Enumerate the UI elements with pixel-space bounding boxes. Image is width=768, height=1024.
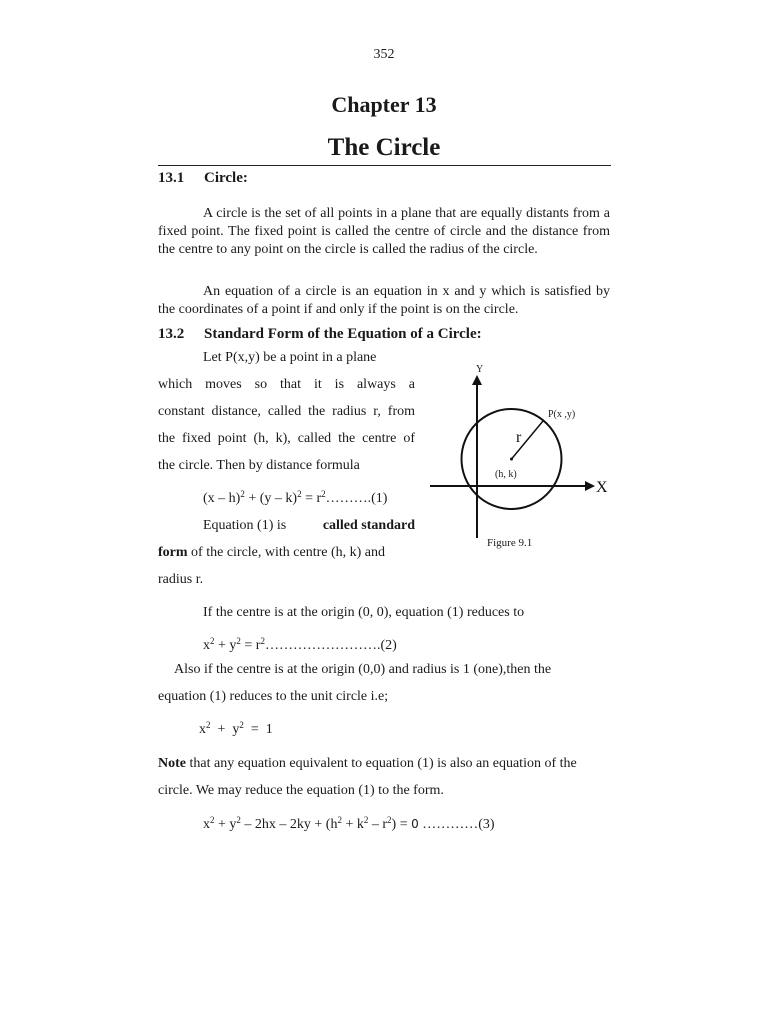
centre-label: (h, k) bbox=[495, 469, 517, 480]
bold-term: form bbox=[158, 545, 188, 560]
eq-term: = 1 bbox=[243, 722, 273, 737]
section-heading-13-2 bbox=[158, 326, 482, 343]
eq-dots: ……………………. bbox=[264, 638, 381, 653]
equation-3 bbox=[203, 817, 495, 833]
radius-label: r bbox=[516, 429, 522, 446]
eq-exponent: 2 bbox=[236, 815, 241, 825]
text-line: the fixed point (h, k), called the centre of bbox=[158, 431, 415, 446]
circle-figure bbox=[425, 360, 615, 555]
eq-exponent: 2 bbox=[297, 489, 302, 499]
eq-dots: ………. bbox=[325, 491, 372, 506]
eq-exponent: 2 bbox=[236, 636, 241, 646]
section-heading-13-1 bbox=[158, 170, 248, 187]
eq-tag: (2) bbox=[380, 638, 397, 653]
text-line: the circle. Then by distance formula bbox=[158, 458, 360, 473]
page-title: The Circle bbox=[327, 134, 441, 161]
x-axis-label: X bbox=[596, 479, 608, 496]
text-line: circle. We may reduce the equation (1) to the form. bbox=[158, 783, 444, 798]
eq-term: x bbox=[203, 638, 210, 653]
bold-term: called standard bbox=[322, 518, 415, 533]
text-span: of the circle, with centre (h, k) and bbox=[187, 545, 386, 560]
text-line: which moves so that it is always a bbox=[158, 377, 415, 392]
eq-term: + y bbox=[210, 722, 240, 737]
equation-unit-circle bbox=[199, 722, 273, 738]
eq-term: 0 bbox=[411, 817, 419, 831]
y-axis-label: Y bbox=[476, 364, 484, 375]
eq-term: – r bbox=[368, 817, 388, 832]
note-line-1 bbox=[158, 756, 577, 772]
eq-term: + (y – k) bbox=[244, 491, 298, 506]
text-line: If the centre is at the origin (0, 0), equation (1) reduces to bbox=[203, 605, 525, 620]
paragraph-text: An equation of a circle is an equation in x and y which is satisfied by the coordinates of a point if and only if the point is on the circle. bbox=[158, 284, 610, 317]
centre-point bbox=[510, 458, 513, 461]
title-rule bbox=[158, 165, 611, 166]
text-span: Equation (1) is bbox=[203, 518, 290, 533]
eq-term: – 2hx – 2ky + (h bbox=[240, 817, 338, 832]
text-line: Also if the centre is at the origin (0,0) and radius is 1 (one),then the bbox=[174, 662, 552, 677]
paragraph-text: A circle is the set of all points in a plane that are equally distants from a fixed point. The fixed point is called the centre of circle and the distance from the centre to any point on the circle is called the radius of the circle. bbox=[158, 206, 610, 257]
text-span: that any equation equivalent to equation (1) is also an equation of the bbox=[186, 756, 577, 771]
eq-tag: (1) bbox=[371, 491, 388, 506]
standard-form-line-1 bbox=[203, 518, 415, 534]
page-number: 352 bbox=[373, 47, 395, 62]
eq-exponent: 2 bbox=[363, 815, 369, 825]
text-line: constant distance, called the radius r, from bbox=[158, 404, 415, 419]
paragraph-circle-definition bbox=[158, 205, 610, 259]
eq-exponent: 2 bbox=[206, 720, 211, 730]
eq-dots: ………… bbox=[418, 817, 479, 832]
eq-term: + y bbox=[214, 638, 237, 653]
figure-caption: Figure 9.1 bbox=[487, 537, 533, 549]
equation-2 bbox=[203, 638, 397, 654]
eq-exponent: 2 bbox=[321, 489, 326, 499]
chapter-heading: Chapter 13 bbox=[331, 92, 437, 117]
eq-exponent: 2 bbox=[387, 815, 392, 825]
eq-exponent: 2 bbox=[239, 720, 244, 730]
eq-exponent: 2 bbox=[210, 815, 215, 825]
section-title: Circle: bbox=[204, 170, 248, 186]
text-line: Let P(x,y) be a point in a plane bbox=[203, 350, 377, 365]
text-line: radius r. bbox=[158, 572, 204, 587]
eq-term: (x – h) bbox=[203, 491, 241, 506]
paragraph-circle-equation bbox=[158, 283, 610, 319]
text-line: equation (1) reduces to the unit circle i.e; bbox=[158, 689, 389, 704]
eq-term: = r bbox=[301, 491, 322, 506]
eq-tag: (3) bbox=[478, 817, 495, 832]
eq-term: = r bbox=[240, 638, 261, 653]
section-number: 13.1 bbox=[158, 170, 185, 186]
section-title: Standard Form of the Equation of a Circle: bbox=[204, 326, 482, 342]
section-number: 13.2 bbox=[158, 326, 185, 342]
note-label: Note bbox=[158, 756, 186, 771]
equation-1 bbox=[203, 491, 387, 507]
eq-term: x bbox=[199, 722, 206, 737]
eq-exponent: 2 bbox=[210, 636, 215, 646]
eq-term: x bbox=[203, 817, 210, 832]
eq-exponent: 2 bbox=[260, 636, 265, 646]
eq-term: ) = bbox=[391, 817, 412, 832]
point-p-label: P(x ,y) bbox=[548, 409, 576, 420]
eq-exponent: 2 bbox=[337, 815, 342, 825]
eq-term: + y bbox=[214, 817, 237, 832]
eq-exponent: 2 bbox=[240, 489, 245, 499]
eq-term: + k bbox=[341, 817, 364, 832]
standard-form-line-2 bbox=[158, 545, 415, 561]
